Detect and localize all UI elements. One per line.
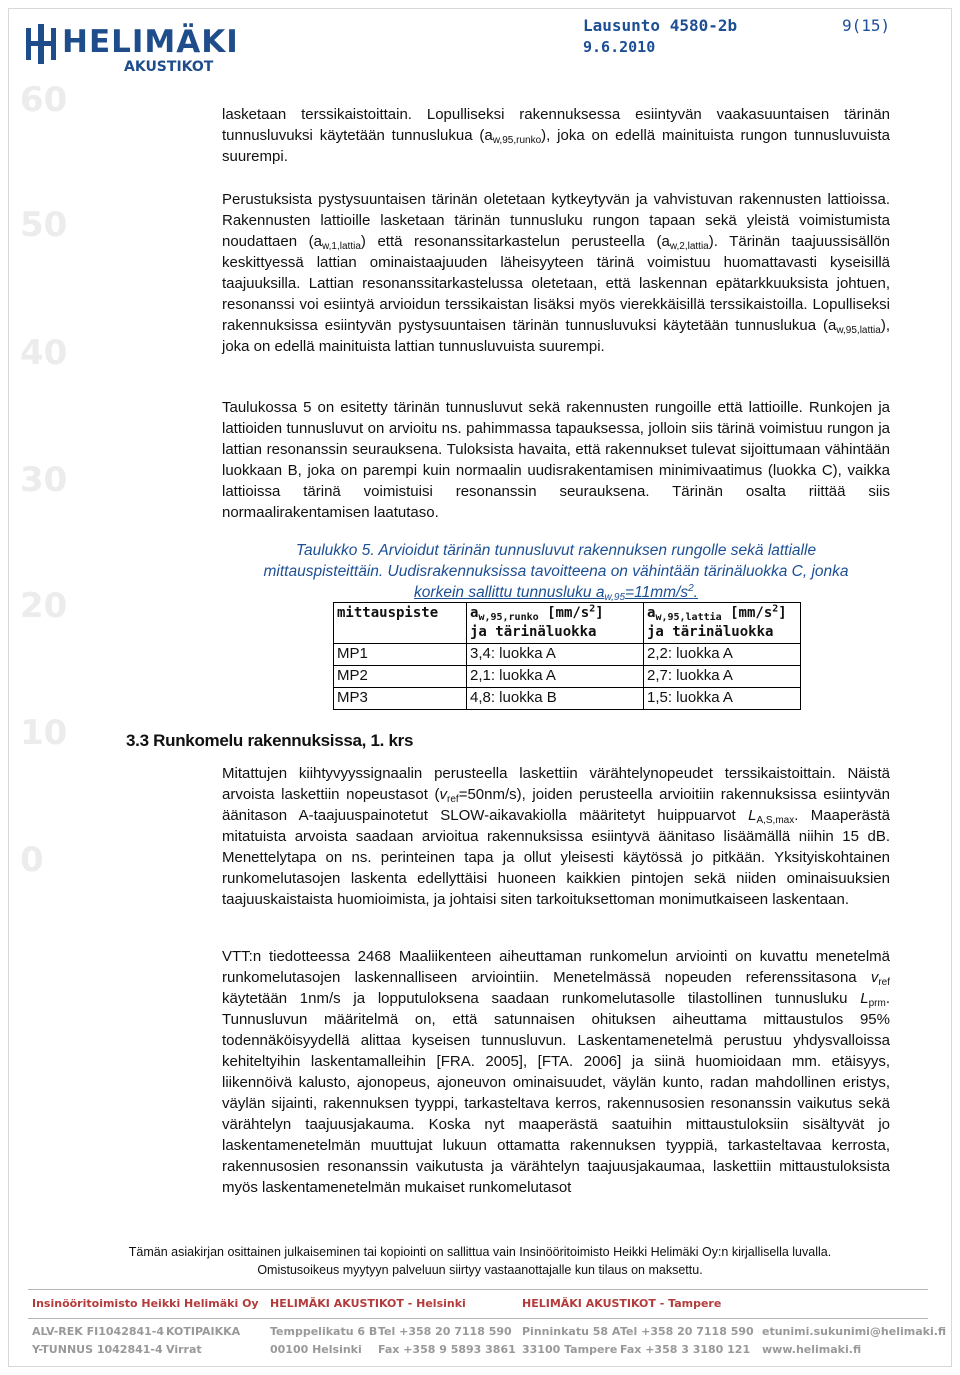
text-run: ]	[595, 605, 604, 621]
text-run: =11mm/s	[625, 584, 689, 601]
table-row	[334, 688, 801, 710]
text-run: ja tärinäluokka	[647, 624, 774, 640]
text-run: .	[693, 584, 698, 601]
watermark-tick: 20	[20, 586, 68, 626]
footer-address-helsinki: Temppelikatu 6 B	[270, 1325, 378, 1338]
text-run: Perustuksista pystysuuntaisen tärinän oletetaan kytkeytyvän ja vahvistuvan rakennusten lattioissa. Rakennusten lattioille lasketaan tärinän tunnusluku rungon tapaan sekä yleistä voimistumista noudattaen (a	[222, 191, 890, 250]
footer-fax-helsinki: Fax +358 9 5893 3861	[378, 1343, 516, 1356]
footer-office-tampere: HELIMÄKI AKUSTIKOT - Tampere	[522, 1297, 722, 1310]
vibration-table	[333, 602, 801, 710]
footer-ytunnus: Y-TUNNUS 1042841-4	[32, 1343, 163, 1356]
table-caption	[222, 540, 890, 603]
text-run: ). Tärinän taajuussisällön keskittyessä lattian ominaistaajuuden läheisyyteen tärinä voimistuu huomattavasti kyseisillä taajuuksilla. Lattian resonanssitarkastelussa oletetaan, että laskennan epätarkkuuksista johtuen, resonanssi voi esiintyä arvioidun terssikaistan lisäksi myös vierekkäisillä terssikaistoilla. Lopulliseksi rakennuksissa esiintyvän pystysuuntaisen tärinän tunnusluvuksi käytetään tunnuslukua (a	[222, 233, 891, 334]
logo-wordmark: HELIMÄKI	[62, 24, 239, 60]
paragraph-2	[222, 189, 890, 357]
watermark-tick: 40	[20, 333, 68, 373]
text-run: ja tärinäluokka	[470, 624, 597, 640]
watermark-tick: 0	[20, 840, 44, 880]
footer-fax-tampere: Fax +358 3 3180 121	[620, 1343, 751, 1356]
subscript: prm	[868, 998, 886, 1009]
cell-mittauspiste: MP2	[334, 666, 467, 688]
footer-email: etunimi.sukunimi@helimaki.fi	[762, 1325, 947, 1338]
cell-runko: 4,8: luokka B	[467, 688, 644, 710]
subscript: w,95,runko	[492, 135, 542, 146]
subscript: ref	[878, 977, 890, 988]
cell-lattia: 2,2: luokka A	[644, 644, 801, 666]
watermark-tick: 10	[20, 713, 68, 753]
superscript: 2	[589, 603, 596, 615]
footer-alv: ALV-REK FI1042841-4	[32, 1325, 165, 1338]
watermark-tick: 50	[20, 205, 68, 245]
logo-mark-icon	[24, 24, 58, 64]
text-run: [mm/s	[721, 605, 773, 621]
copyright-notice	[100, 1243, 860, 1279]
paragraph-4	[222, 763, 890, 910]
notice-line: Tämän asiakirjan osittainen julkaiseminen tai kopiointi on sallittua vain Insinööritoimisto Heikki Helimäki Oy:n kirjallisella luvalla.	[128, 1245, 832, 1259]
section-heading: 3.3 Runkomelu rakennuksissa, 1. krs	[126, 731, 414, 750]
caption-line: Taulukko 5. Arvioidut tärinän tunnusluvut rakennuksen rungolle sekä lattialle	[295, 542, 817, 559]
table-header-row	[334, 603, 801, 644]
text-run: ), joka on edellä mainituista rungon tunnusluvuista suurempi.	[222, 127, 891, 165]
text-run: VTT:n tiedotteessa 2468 Maaliikenteen aiheuttaman runkomelun arviointi on kuvattu menetelmä runkomelutasojen laskennalliseen arviointiin. Menetelmässä nopeuden referenssitasona	[222, 948, 890, 986]
text-run: a	[470, 605, 479, 621]
text-run: ) että resonanssitarkastelun perusteella (a	[360, 233, 670, 250]
subscript: w,1,lattia	[321, 241, 361, 252]
header-runko	[467, 603, 644, 644]
footer-divider	[28, 1289, 928, 1290]
text-run: korkein sallittu tunnusluku a	[414, 584, 605, 601]
text-run: a	[647, 605, 656, 621]
report-number: Lausunto 4580-2b	[583, 16, 738, 35]
footer-address-tampere: Pinninkatu 58 A	[522, 1325, 621, 1338]
footer-zip-tampere: 33100 Tampere	[522, 1343, 618, 1356]
header-lattia	[644, 603, 801, 644]
header-mittauspiste: mittauspiste	[334, 603, 467, 644]
caption-line	[222, 582, 890, 603]
footer-tel-tampere: Tel +358 20 7118 590	[620, 1325, 754, 1338]
watermark-tick: 30	[20, 460, 68, 500]
notice-line: Omistusoikeus myytyyn palveluun siirtyy vastaanottajalle kun tilaus on maksettu.	[257, 1263, 703, 1277]
company-logo	[24, 22, 239, 78]
superscript: 2	[772, 603, 779, 615]
subscript: A,S,max	[756, 815, 795, 826]
text-run: Mitattujen kiihtyvyyssignaalin perusteella laskettiin värähtelynopeudet terssikaistoittain. Näistä arvoista laskettiin nopeustasot (	[222, 765, 890, 803]
cell-lattia: 2,7: luokka A	[644, 666, 801, 688]
paragraph-5	[222, 946, 890, 1198]
symbol: L	[748, 807, 757, 824]
text-run: =50nm/s), joiden perusteella arvioitiin rakennuksissa esiintyvän äänitason A-taajuuspainotetut SLOW-aikavakiolla määritetyt huippuarvot	[222, 786, 890, 824]
cell-mittauspiste: MP3	[334, 688, 467, 710]
symbol: L	[860, 990, 869, 1007]
subscript: w,95,runko	[478, 612, 539, 623]
footer-company: Insinööritoimisto Heikki Helimäki Oy	[32, 1297, 259, 1310]
cell-lattia: 1,5: luokka A	[644, 688, 801, 710]
symbol: v	[870, 969, 879, 986]
caption-line: mittauspisteittäin. Uudisrakennuksissa tavoitteena on vähintään tärinäluokka C, jonka	[263, 563, 849, 580]
text-run: . Maaperästä mitatuista arvoista saadaan arvioitua rakennuksissa esiintyvä äänitaso lisäämällä niihin 15 dB. Menettelytapa on ns. perinteinen tapa ja ollut yleisesti käytössä jo pitkään. Yksityiskohtainen runkomelutasojen laskenta edellyttäisi huoneen kaikkien pintojen sekä niiden ominaisuuksien taajuuskaistaista huomioimista, ja johtaisi siten tarkoituksettoman monimutkaiseen laskentaan.	[222, 807, 890, 908]
superscript: 2	[688, 582, 694, 594]
text-run: . Tunnusluvun määritelmä on, että satunnaisen ohituksen aiheuttama mittaustulos 95% todennäköisyydellä alittaa kyseisen tunnusluvun. Laskentamenetelmä perustuu yhdysvalloissa kehiteltyihin laskentamalleihin [FRA. 2005], [FTA. 2006] ja siinä huomioidaan mm. etäisyys, liikennöivä kalusto, ajonopeus, ajoneuvon ominaisuudet, väylän kunto, radan mahdollinen eristys, väylän sijainti, rakennuksen tyyppi, tarkasteltava kerros, rakennusosien resonanssin vaikutus sekä värähtelyn taajuusjakauma. Koska nyt maaperästä saatuihin mittaustuloksiin sisältyvät jo laskentamenetelmän muuttujat lukuun ottamatta rakennuksen tyyppiä, tarkasteltavaa kerrosta, rakennusosien resonanssin vaikutusta ja värähtelyn taajuusjakaumaa, laskettiin mittaustuloksista myös laskentamenetelmän mukaiset runkomelutasot	[222, 990, 890, 1196]
text-run: käytetään 1nm/s ja lopputuloksena saadaan runkomelutasolle tilastollinen tunnusluku	[222, 990, 861, 1007]
footer-zip-helsinki: 00100 Helsinki	[270, 1343, 362, 1356]
table-row	[334, 644, 801, 666]
watermark-scale	[14, 80, 74, 900]
footer-divider	[28, 1318, 928, 1319]
subscript: w,2,lattia	[669, 241, 709, 252]
footer-tel-helsinki: Tel +358 20 7118 590	[378, 1325, 512, 1338]
cell-runko: 2,1: luokka A	[467, 666, 644, 688]
footer-city: Virrat	[166, 1343, 202, 1356]
logo-subtitle: AKUSTIKOT	[124, 59, 214, 75]
subscript: ref	[447, 794, 459, 805]
footer-home-label: KOTIPAIKKA	[166, 1325, 241, 1338]
footer-office-helsinki: HELIMÄKI AKUSTIKOT - Helsinki	[270, 1297, 466, 1310]
text-run: ), joka on edellä mainituista lattian tunnusluvuista suurempi.	[222, 317, 890, 355]
subscript: w,95	[604, 592, 626, 603]
text-run: lasketaan terssikaistoittain. Lopulliseksi rakennuksessa esiintyvän vaakasuuntaisen tärinän tunnusluvuksi käytetään tunnuslukua (a	[222, 106, 890, 144]
paragraph-1	[222, 104, 890, 167]
subscript: w,95,lattia	[836, 325, 881, 336]
page-number: 9(15)	[842, 16, 891, 35]
table-row	[334, 666, 801, 688]
symbol: v	[439, 786, 448, 803]
text-run: ]	[778, 605, 787, 621]
watermark-tick: 60	[20, 80, 68, 120]
cell-runko: 3,4: luokka A	[467, 644, 644, 666]
text-run: [mm/s	[538, 605, 590, 621]
report-date: 9.6.2010	[583, 38, 656, 56]
cell-mittauspiste: MP1	[334, 644, 467, 666]
paragraph-3	[222, 397, 890, 523]
subscript: w,95,lattia	[655, 612, 722, 623]
text-run: Taulukossa 5 on esitetty tärinän tunnusluvut sekä rakennusten rungoille että lattioille. Runkojen ja lattioiden tunnusluvut on arvioitu ns. pahimmassa tapauksessa, jolloin siis tärinä voimistuu rungon ja lattian resonanssin seurauksena. Tuloksista havaita, että rakennukset tulevat sijoittumaan vähintään luokkaan B, joka on parempi kuin normaalin uudisrakentamisen minimivaatimus (luokka C), vaikka lattioissa tärinä voimistuisi resonanssin seurauksena. Tärinän osalta riittää siis normaalirakentamisen laatutaso.	[222, 399, 890, 521]
footer-web: www.helimaki.fi	[762, 1343, 862, 1356]
